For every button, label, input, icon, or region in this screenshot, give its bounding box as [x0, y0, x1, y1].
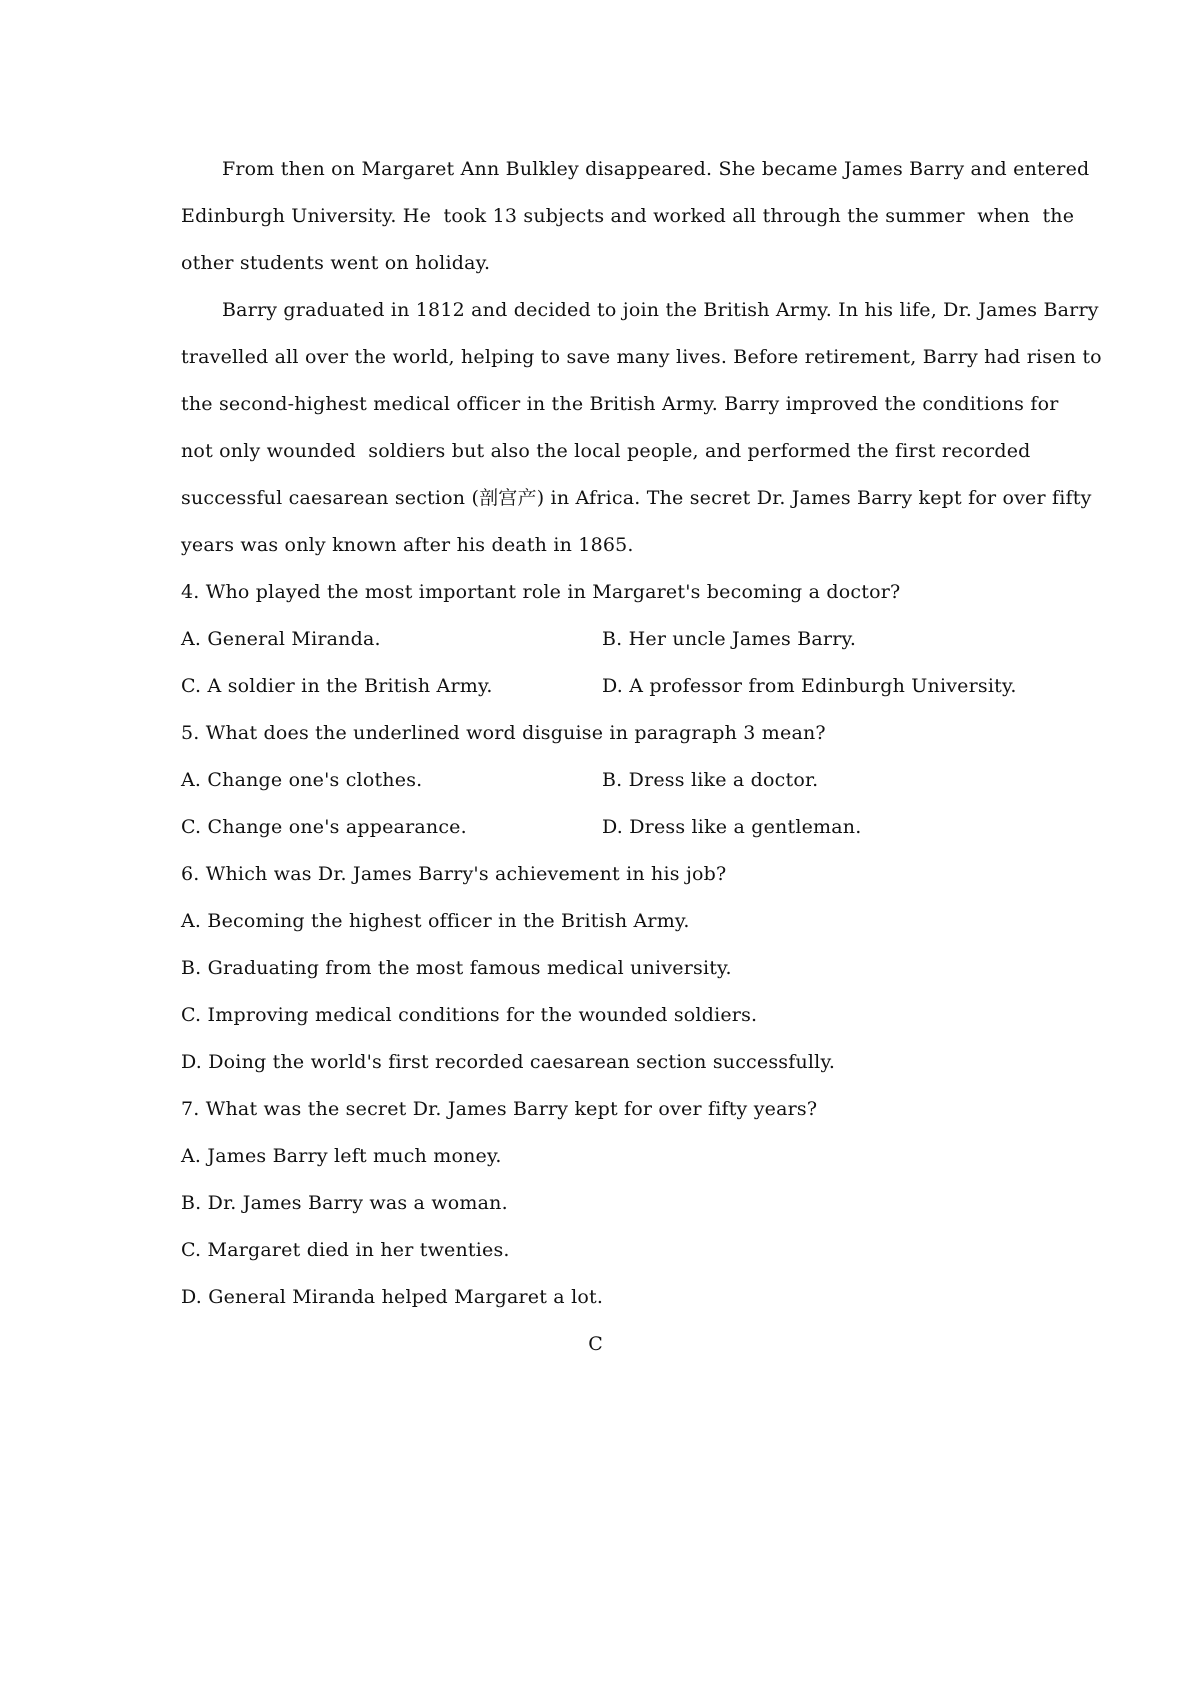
question-stem: 4. Who played the most important role in Margaret's becoming a doctor?	[181, 581, 901, 603]
paragraph-line: other students went on holiday.	[181, 252, 491, 274]
question-stem: 5. What does the underlined word disguise in paragraph 3 mean?	[181, 722, 826, 744]
option-a: A. General Miranda.	[181, 628, 381, 650]
option-b: B. Dress like a doctor.	[602, 769, 819, 791]
option-b: B. Graduating from the most famous medical university.	[181, 957, 732, 979]
option-d: D. Doing the world's first recorded caesarean section successfully.	[181, 1051, 836, 1073]
question-stem: 6. Which was Dr. James Barry's achievement in his job?	[181, 863, 727, 885]
paragraph-line: From then on Margaret Ann Bulkley disappeared. She became James Barry and entered	[222, 158, 1090, 180]
paragraph-line: Edinburgh University. He took 13 subjects and worked all through the summer when the	[181, 205, 1075, 227]
option-d: D. Dress like a gentleman.	[602, 816, 862, 838]
paragraph-line: travelled all over the world, helping to save many lives. Before retirement, Barry had risen to	[181, 346, 1102, 368]
paragraph-line: successful caesarean section (剖宫产) in Africa. The secret Dr. James Barry kept for over fifty	[181, 487, 1092, 509]
option-c: C. Improving medical conditions for the wounded soldiers.	[181, 1004, 758, 1026]
option-c: C. Change one's appearance.	[181, 816, 467, 838]
option-c: C. Margaret died in her twenties.	[181, 1239, 510, 1261]
option-b: B. Her uncle James Barry.	[602, 628, 857, 650]
option-d: D. General Miranda helped Margaret a lot.	[181, 1286, 604, 1308]
paragraph-line: years was only known after his death in 1865.	[181, 534, 634, 556]
option-a: A. Becoming the highest officer in the British Army.	[181, 910, 690, 932]
option-c: C. A soldier in the British Army.	[181, 675, 493, 697]
option-b: B. Dr. James Barry was a woman.	[181, 1192, 508, 1214]
question-stem: 7. What was the secret Dr. James Barry kept for over fifty years?	[181, 1098, 818, 1120]
paragraph-line: the second-highest medical officer in the British Army. Barry improved the conditions for	[181, 393, 1059, 415]
option-d: D. A professor from Edinburgh University.	[602, 675, 1017, 697]
option-a: A. James Barry left much money.	[181, 1145, 502, 1167]
paragraph-line: Barry graduated in 1812 and decided to join the British Army. In his life, Dr. James Barry	[222, 299, 1099, 321]
paragraph-line: not only wounded soldiers but also the local people, and performed the first recorded	[181, 440, 1031, 462]
section-heading: C	[588, 1333, 603, 1355]
option-a: A. Change one's clothes.	[181, 769, 423, 791]
